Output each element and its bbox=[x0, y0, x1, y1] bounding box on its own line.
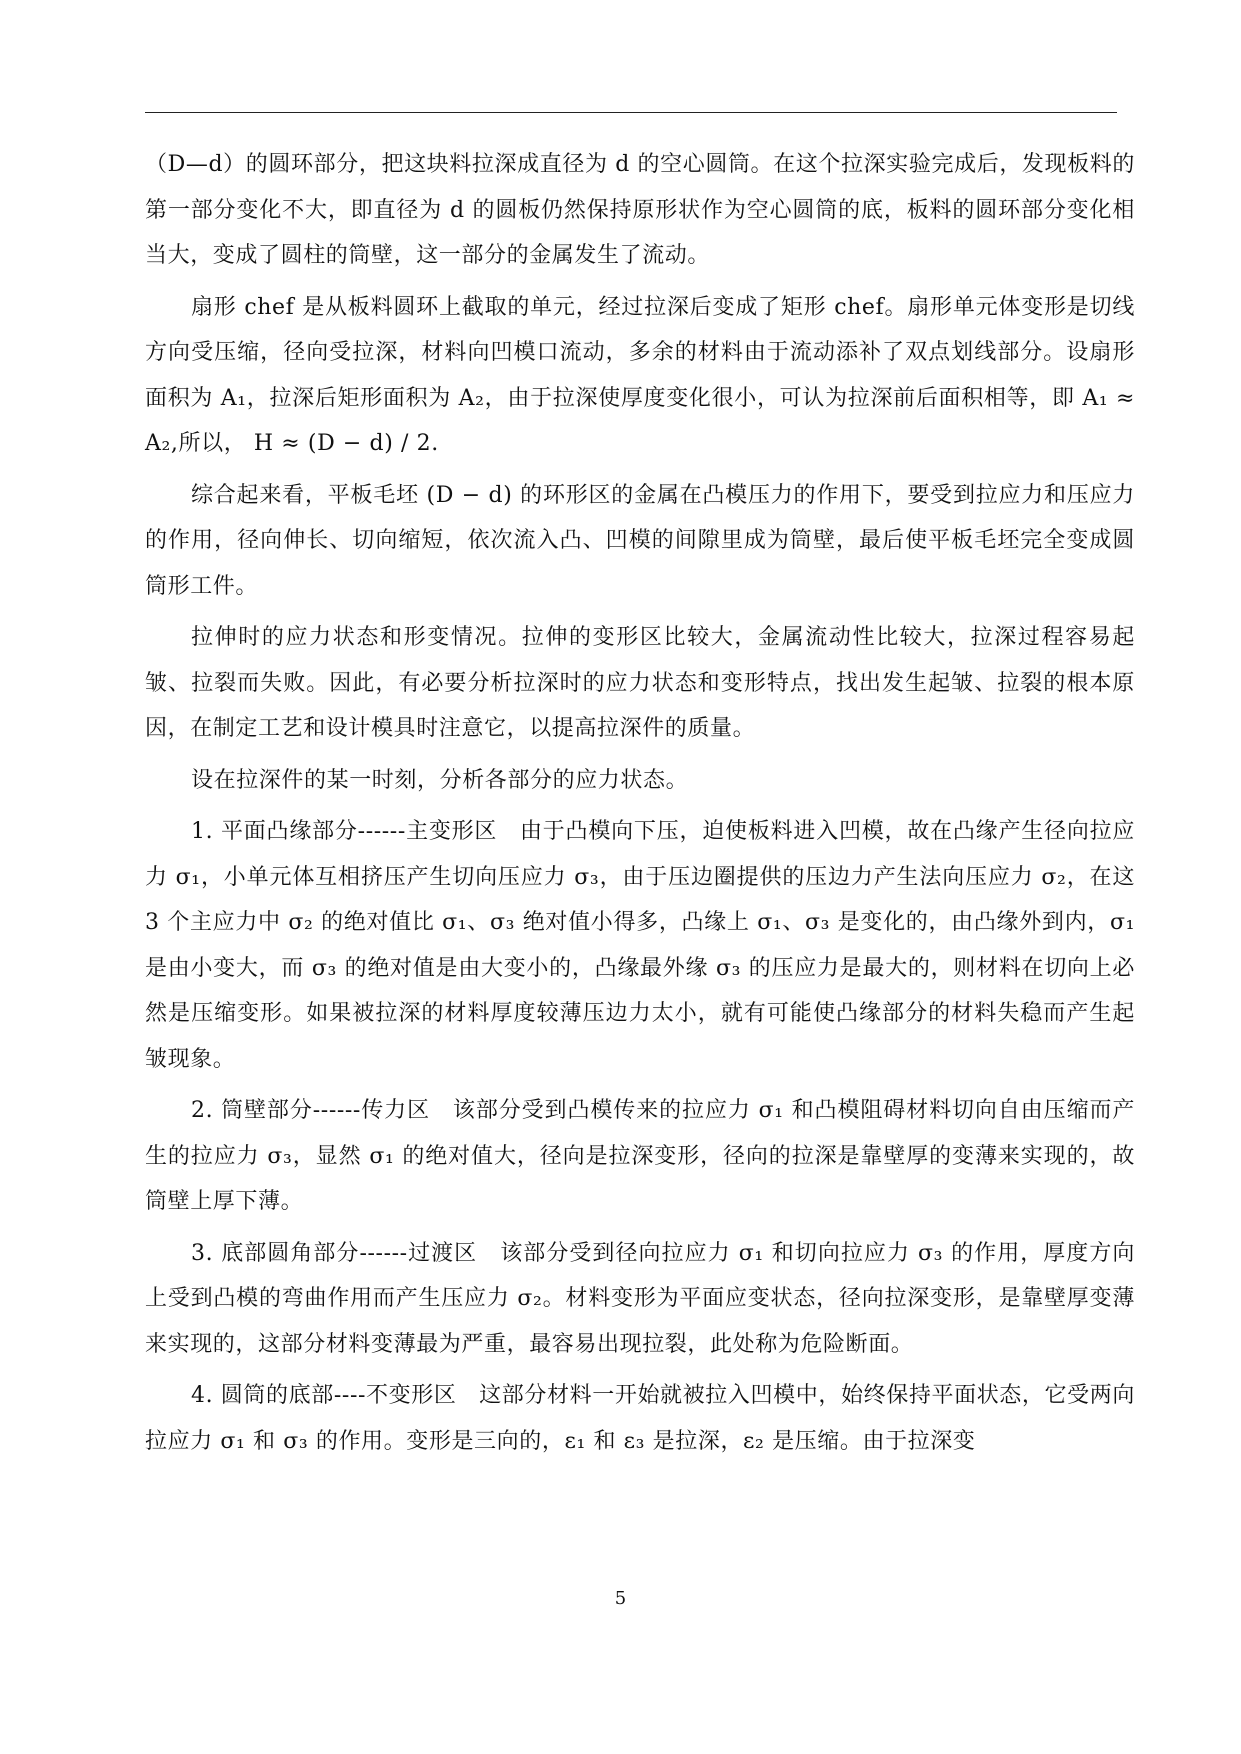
paragraph-3: 综合起来看，平板毛坯 (D − d) 的环形区的金属在凸模压力的作用下，要受到拉应力和压应力的作用，径向伸长、切向缩短，依次流入凸、凹模的间隙里成为筒壁，最后使平板毛坯完全变成圆筒形工件。 bbox=[145, 482, 1135, 599]
header-rule bbox=[145, 112, 1117, 113]
paragraph-4: 拉伸时的应力状态和形变情况。拉伸的变形区比较大，金属流动性比较大，拉深过程容易起皱、拉裂而失败。因此，有必要分析拉深时的应力状态和变形特点，找出发生起皱、拉裂的根本原因，在制定工艺和设计模具时注意它，以提高拉深件的质量。 bbox=[145, 625, 1135, 741]
page-number: 5 bbox=[614, 1588, 627, 1609]
paragraph-7: 2. 筒壁部分------传力区 该部分受到凸模传来的拉应力 σ₁ 和凸模阻碍材料切向自由压缩而产生的拉应力 σ₃，显然 σ₁ 的绝对值大，径向是拉深变形，径向的拉深是靠壁厚的变薄来实现的，故筒壁上厚下薄。 bbox=[145, 1098, 1135, 1214]
paragraph-9: 4. 圆筒的底部----不变形区 这部分材料一开始就被拉入凹模中，始终保持平面状态，它受两向拉应力 σ₁ 和 σ₃ 的作用。变形是三向的，ε₁ 和 ε₃ 是拉深，ε₂ 是压缩。由于拉深变 bbox=[145, 1383, 1135, 1454]
paragraph-8: 3. 底部圆角部分------过渡区 该部分受到径向拉应力 σ₁ 和切向拉应力 σ₃ 的作用，厚度方向上受到凸模的弯曲作用而产生压应力 σ₂。材料变形为平面应变状态，径向拉深变形，是靠壁厚变薄来实现的，这部分材料变薄最为严重，最容易出现拉裂，此处称为危险断面。 bbox=[145, 1240, 1135, 1357]
paragraph-2: 扇形 chef 是从板料圆环上截取的单元，经过拉深后变成了矩形 chef。扇形单元体变形是切线方向受压缩，径向受拉深，材料向凹模口流动，多余的材料由于流动添补了双点划线部分。设扇形面积为 A₁，拉深后矩形面积为 A₂，由于拉深使厚度变化很小，可认为拉深前后面积相等，即 A₁ ≈ A₂,所以， H ≈ (D − d) / 2. bbox=[145, 294, 1135, 456]
document-body bbox=[145, 142, 1135, 1470]
paragraph-1: （D—d）的圆环部分，把这块料拉深成直径为 d 的空心圆筒。在这个拉深实验完成后，发现板料的第一部分变化不大，即直径为 d 的圆板仍然保持原形状作为空心圆筒的底，板料的圆环部分变化相当大，变成了圆柱的筒壁，这一部分的金属发生了流动。 bbox=[145, 152, 1135, 268]
paragraph-5: 设在拉深件的某一时刻，分析各部分的应力状态。 bbox=[191, 767, 689, 793]
paragraph-6: 1. 平面凸缘部分------主变形区 由于凸模向下压，迫使板料进入凹模，故在凸缘产生径向拉应力 σ₁，小单元体互相挤压产生切向压应力 σ₃，由于压边圈提供的压边力产生法向压应力 σ₂，在这 3 个主应力中 σ₂ 的绝对值比 σ₁、σ₃ 绝对值小得多，凸缘上 σ₁、σ₃ 是变化的，由凸缘外到内，σ₁ 是由小变大，而 σ₃ 的绝对值是由大变小的，凸缘最外缘 σ₃ 的压应力是最大的，则材料在切向上必然是压缩变形。如果被拉深的材料厚度较薄压边力太小，就有可能使凸缘部分的材料失稳而产生起皱现象。 bbox=[145, 819, 1135, 1072]
